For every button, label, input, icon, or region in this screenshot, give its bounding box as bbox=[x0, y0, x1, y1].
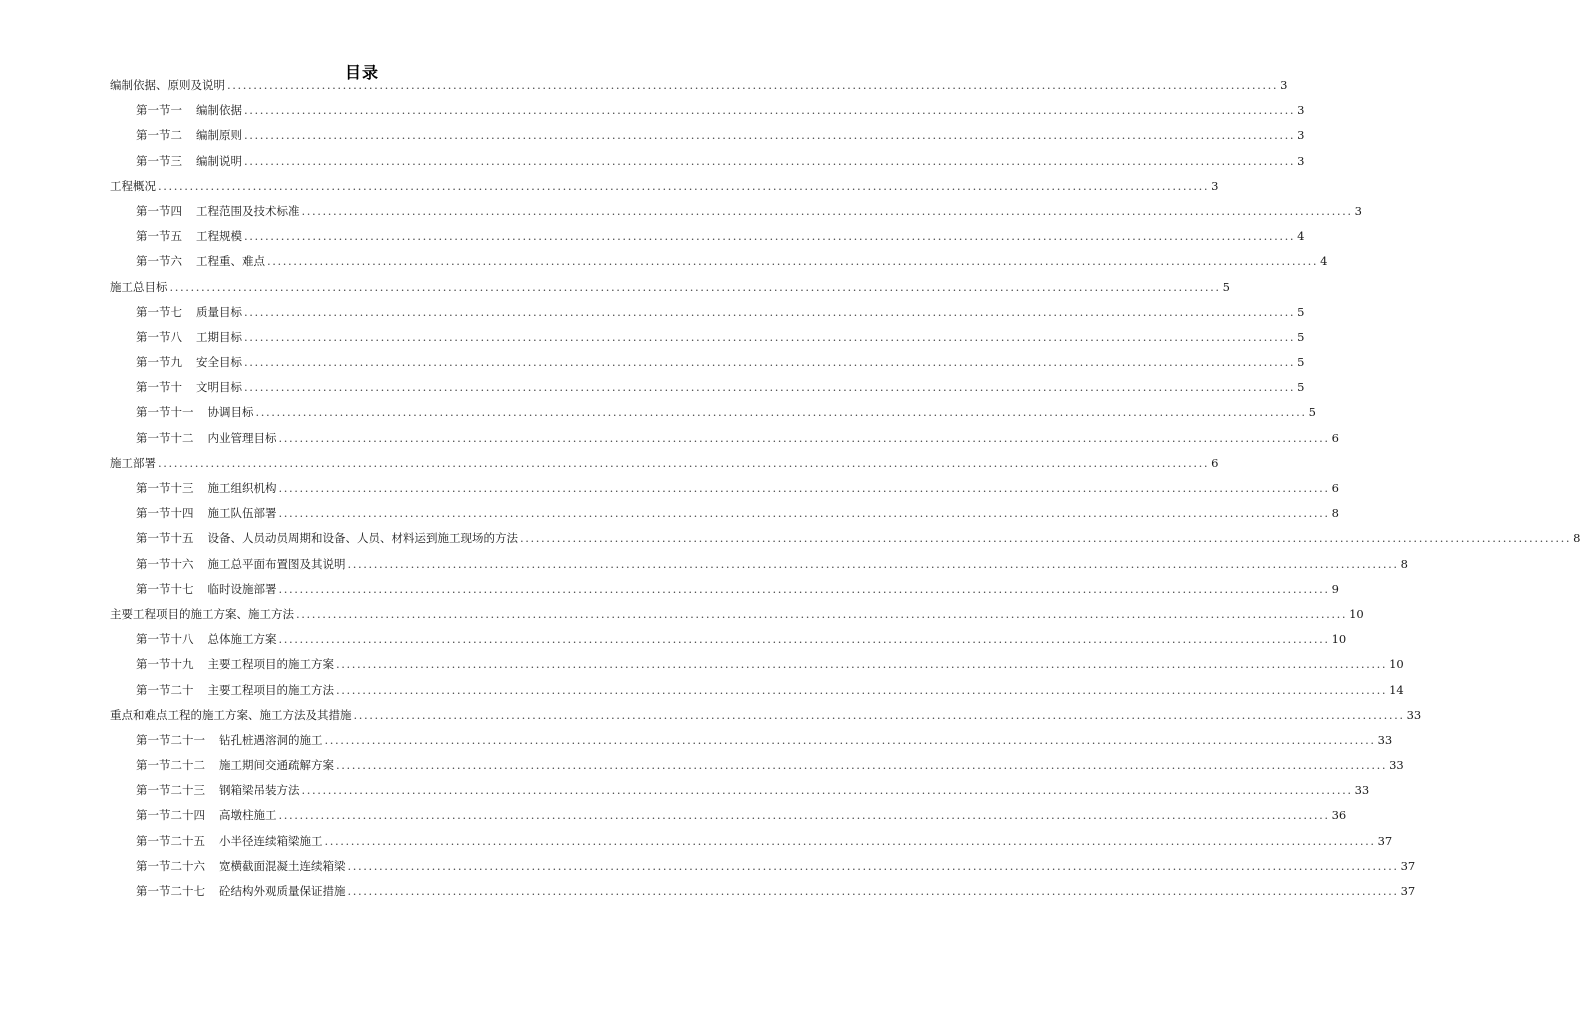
toc-section-number: 第一节十八 bbox=[136, 632, 194, 647]
toc-entry-text: 施工期间交通疏解方案 bbox=[219, 758, 334, 773]
toc-entry-label bbox=[136, 253, 265, 269]
toc-dot-leader: ........................................................................................................................................................................................................ bbox=[255, 405, 1307, 420]
toc-page-number: 4 bbox=[1320, 254, 1328, 269]
toc-section-number: 第一节二十四 bbox=[136, 808, 205, 823]
toc-section-number: 第一节二十三 bbox=[136, 783, 205, 798]
toc-section-number: 第一节十五 bbox=[136, 531, 194, 546]
toc-entry-label bbox=[136, 404, 254, 420]
toc-page-number: 33 bbox=[1389, 758, 1404, 773]
toc-page-number: 10 bbox=[1349, 606, 1364, 621]
toc-section-entry[interactable] bbox=[110, 379, 1305, 404]
toc-section-number: 第一节十二 bbox=[136, 430, 194, 445]
toc-entry-text: 施工组织机构 bbox=[207, 481, 277, 495]
toc-section-entry[interactable] bbox=[110, 757, 1404, 782]
toc-section-entry[interactable] bbox=[110, 883, 1416, 908]
toc-entry-text: 临时设施部署 bbox=[207, 581, 277, 596]
toc-dot-leader: ........................................................................................................................................................................................................ bbox=[169, 279, 1221, 294]
toc-entry-label bbox=[110, 178, 156, 194]
toc-dot-leader: ........................................................................................................................................................................................................ bbox=[278, 581, 1330, 596]
toc-dot-leader: ........................................................................................................................................................................................................ bbox=[278, 808, 1330, 823]
toc-entry-label bbox=[136, 228, 242, 244]
toc-entry-label bbox=[136, 656, 334, 672]
toc-section-entry[interactable] bbox=[110, 127, 1305, 152]
toc-section-entry[interactable] bbox=[110, 858, 1416, 883]
toc-entry-text: 工程重、难点 bbox=[196, 254, 265, 269]
page-title: 目录 bbox=[344, 63, 379, 82]
toc-entry-text: 高墩柱施工 bbox=[219, 808, 277, 823]
toc-dot-leader: ........................................................................................................................................................................................................ bbox=[301, 203, 1353, 218]
toc-entry-label bbox=[136, 782, 300, 798]
toc-page-number: 8 bbox=[1400, 556, 1408, 571]
toc-entry-label bbox=[110, 455, 156, 471]
toc-entry-label bbox=[136, 530, 518, 546]
toc-dot-leader: ........................................................................................................................................................................................................ bbox=[347, 858, 1399, 873]
toc-entry-text: 施工队伍部署 bbox=[207, 506, 277, 521]
toc-chapter-entry[interactable] bbox=[110, 279, 1230, 304]
toc-entry-label bbox=[136, 480, 277, 496]
toc-entry-label bbox=[136, 858, 346, 874]
toc-dot-leader: ........................................................................................................................................................................................................ bbox=[347, 556, 1399, 571]
toc-entry-text: 质量目标 bbox=[196, 304, 242, 319]
toc-section-number: 第一节二十一 bbox=[136, 732, 205, 747]
toc-page-number: 3 bbox=[1280, 78, 1288, 92]
toc-entry-text: 总体施工方案 bbox=[207, 632, 277, 647]
toc-dot-leader: ........................................................................................................................................................................................................ bbox=[244, 229, 1296, 244]
toc-entry-text: 编制依据 bbox=[196, 103, 242, 118]
toc-section-number: 第一节一 bbox=[136, 103, 182, 118]
toc-chapter-entry[interactable] bbox=[110, 606, 1364, 631]
toc-dot-leader: ........................................................................................................................................................................................................ bbox=[353, 707, 1405, 722]
toc-page-number: 33 bbox=[1354, 783, 1370, 798]
toc-section-entry[interactable] bbox=[110, 153, 1305, 178]
toc-page-number: 5 bbox=[1297, 329, 1305, 344]
toc-chapter-entry[interactable] bbox=[110, 455, 1219, 480]
toc-section-number: 第一节二十 bbox=[136, 682, 194, 697]
toc-dot-leader: ........................................................................................................................................................................................................ bbox=[278, 481, 1330, 495]
toc-section-entry[interactable] bbox=[110, 807, 1347, 832]
toc-section-number: 第一节二 bbox=[136, 128, 182, 143]
toc-page-number: 36 bbox=[1331, 808, 1347, 823]
toc-page-number: 9 bbox=[1331, 581, 1339, 596]
toc-dot-leader: ........................................................................................................................................................................................................ bbox=[244, 380, 1296, 395]
toc-entry-label bbox=[136, 833, 323, 849]
toc-section-number: 第一节八 bbox=[136, 329, 182, 344]
toc-dot-leader: ........................................................................................................................................................................................................ bbox=[158, 178, 1210, 193]
toc-section-entry[interactable] bbox=[110, 354, 1305, 379]
toc-section-number: 第一节十一 bbox=[136, 405, 194, 420]
toc-entry-text: 小半径连续箱梁施工 bbox=[219, 833, 323, 848]
toc-page-number: 6 bbox=[1331, 430, 1339, 445]
toc-section-entry[interactable] bbox=[110, 430, 1339, 455]
toc-section-number: 第一节十九 bbox=[136, 657, 194, 672]
toc-page-number: 5 bbox=[1297, 380, 1305, 395]
toc-entry-label bbox=[136, 304, 242, 320]
toc-section-entry[interactable] bbox=[110, 732, 1393, 757]
toc-dot-leader: ........................................................................................................................................................................................................ bbox=[324, 833, 1376, 848]
toc-section-number: 第一节二十二 bbox=[136, 758, 205, 773]
toc-page-number: 6 bbox=[1211, 455, 1219, 470]
toc-section-number: 第一节九 bbox=[136, 355, 182, 370]
toc-section-entry[interactable] bbox=[110, 581, 1339, 606]
toc-page-number: 5 bbox=[1222, 279, 1230, 294]
toc-section-entry[interactable] bbox=[110, 228, 1305, 253]
toc-section-number: 第一节二十五 bbox=[136, 833, 205, 848]
toc-entry-label bbox=[136, 682, 334, 698]
toc-section-number: 第一节十 bbox=[136, 380, 182, 395]
toc-entry-label bbox=[136, 757, 334, 773]
toc-entry-text: 钢箱梁吊装方法 bbox=[219, 783, 300, 798]
toc-page-number: 6 bbox=[1331, 481, 1339, 495]
toc-page-number: 3 bbox=[1297, 103, 1305, 118]
toc-entry-text: 施工总目标 bbox=[110, 279, 168, 294]
toc-page-number: 10 bbox=[1389, 657, 1404, 672]
toc-page-number: 8 bbox=[1573, 531, 1580, 546]
toc-entry-label bbox=[136, 354, 242, 370]
toc-section-entry[interactable] bbox=[110, 682, 1404, 707]
toc-page-number: 3 bbox=[1354, 203, 1362, 218]
toc-entry-label bbox=[136, 505, 277, 521]
toc-entry-text: 主要工程项目的施工方案、施工方法 bbox=[110, 606, 294, 621]
toc-entry-text: 编制原则 bbox=[196, 128, 242, 143]
toc-section-number: 第一节十三 bbox=[136, 481, 194, 495]
toc-section-number: 第一节六 bbox=[136, 254, 182, 269]
toc-section-entry[interactable] bbox=[110, 102, 1305, 127]
toc-entry-text: 编制依据、原则及说明 bbox=[110, 78, 225, 92]
toc-dot-leader: ........................................................................................................................................................................................................ bbox=[301, 783, 1353, 798]
toc-section-number: 第一节十四 bbox=[136, 506, 194, 521]
toc-page-number: 37 bbox=[1400, 884, 1416, 898]
toc-entry-text: 施工总平面布置图及其说明 bbox=[207, 556, 346, 571]
toc-dot-leader: ........................................................................................................................................................................................................ bbox=[244, 153, 1296, 168]
toc-dot-leader: ........................................................................................................................................................................................................ bbox=[296, 606, 1348, 621]
toc-entry-text: 文明目标 bbox=[196, 380, 242, 395]
toc-section-number: 第一节四 bbox=[136, 203, 182, 218]
toc-section-entry[interactable] bbox=[110, 253, 1328, 278]
toc-dot-leader: ........................................................................................................................................................................................................ bbox=[336, 682, 1388, 697]
toc-dot-leader: ........................................................................................................................................................................................................ bbox=[324, 732, 1376, 747]
toc-dot-leader: ........................................................................................................................................................................................................ bbox=[158, 455, 1210, 470]
toc-section-entry[interactable] bbox=[110, 782, 1370, 807]
toc-entry-text: 钻孔桩遇溶洞的施工 bbox=[219, 732, 323, 747]
toc-entry-label bbox=[136, 581, 277, 597]
toc-entry-text: 内业管理目标 bbox=[207, 430, 277, 445]
toc-entry-label bbox=[110, 606, 294, 622]
toc-chapter-entry[interactable] bbox=[110, 707, 1422, 732]
toc-entry-text: 主要工程项目的施工方法 bbox=[207, 682, 334, 697]
toc-dot-leader: ........................................................................................................................................................................................................ bbox=[244, 304, 1296, 319]
toc-section-entry[interactable] bbox=[110, 530, 1580, 555]
toc-dot-leader: ........................................................................................................................................................................................................ bbox=[244, 128, 1296, 143]
toc-entry-label bbox=[110, 707, 352, 723]
toc-dot-leader: ........................................................................................................................................................................................................ bbox=[336, 758, 1388, 773]
toc-page-number: 3 bbox=[1211, 178, 1219, 193]
toc-dot-leader: ........................................................................................................................................................................................................ bbox=[347, 884, 1399, 898]
toc-entry-label bbox=[136, 102, 242, 118]
toc-page-number: 8 bbox=[1331, 506, 1339, 521]
toc-entry-label bbox=[136, 883, 346, 899]
toc-dot-leader: ........................................................................................................................................................................................................ bbox=[227, 78, 1279, 92]
toc-section-entry[interactable] bbox=[110, 203, 1362, 228]
toc-chapter-entry[interactable] bbox=[110, 178, 1219, 203]
toc-page-number: 5 bbox=[1297, 355, 1305, 370]
toc-page-number: 33 bbox=[1406, 707, 1422, 722]
toc-page-number: 4 bbox=[1297, 229, 1305, 244]
toc-entry-text: 重点和难点工程的施工方案、施工方法及其措施 bbox=[110, 707, 352, 722]
toc-section-number: 第一节三 bbox=[136, 153, 182, 168]
toc-chapter-entry[interactable] bbox=[110, 77, 1288, 102]
toc-section-entry[interactable] bbox=[110, 656, 1404, 681]
toc-entry-text: 工程概况 bbox=[110, 178, 156, 193]
toc-page-number: 3 bbox=[1297, 153, 1305, 168]
toc-entry-text: 宽横截面混凝土连续箱梁 bbox=[219, 858, 346, 873]
toc-entry-label bbox=[136, 153, 242, 169]
toc-entry-text: 工程范围及技术标准 bbox=[196, 203, 300, 218]
toc-page-number: 3 bbox=[1297, 128, 1305, 143]
toc-page-number: 14 bbox=[1389, 682, 1404, 697]
toc-section-number: 第一节七 bbox=[136, 304, 182, 319]
toc-page-number: 33 bbox=[1377, 732, 1393, 747]
table-of-contents bbox=[110, 77, 1580, 908]
toc-section-entry[interactable] bbox=[110, 304, 1305, 329]
toc-entry-label bbox=[110, 77, 225, 93]
toc-entry-label bbox=[136, 556, 346, 572]
toc-entry-text: 工程规模 bbox=[196, 229, 242, 244]
toc-section-number: 第一节二十六 bbox=[136, 858, 205, 873]
toc-entry-text: 施工部署 bbox=[110, 455, 156, 470]
toc-dot-leader: ........................................................................................................................................................................................................ bbox=[278, 506, 1330, 521]
toc-section-number: 第一节十七 bbox=[136, 581, 194, 596]
toc-entry-text: 砼结构外观质量保证措施 bbox=[219, 884, 346, 898]
toc-page-number: 5 bbox=[1297, 304, 1305, 319]
toc-entry-text: 设备、人员动员周期和设备、人员、材料运到施工现场的方法 bbox=[207, 531, 518, 546]
toc-dot-leader: ........................................................................................................................................................................................................ bbox=[520, 531, 1572, 546]
toc-entry-text: 协调目标 bbox=[207, 405, 254, 420]
toc-page-number: 5 bbox=[1308, 405, 1316, 420]
toc-entry-text: 安全目标 bbox=[196, 355, 242, 370]
toc-section-number: 第一节二十七 bbox=[136, 884, 205, 898]
toc-entry-text: 主要工程项目的施工方案 bbox=[207, 657, 334, 672]
toc-entry-label bbox=[136, 807, 277, 823]
toc-section-entry[interactable] bbox=[110, 404, 1316, 429]
toc-section-number: 第一节十六 bbox=[136, 556, 194, 571]
toc-dot-leader: ........................................................................................................................................................................................................ bbox=[278, 430, 1330, 445]
toc-entry-label bbox=[136, 329, 242, 345]
toc-dot-leader: ........................................................................................................................................................................................................ bbox=[244, 329, 1296, 344]
toc-dot-leader: ........................................................................................................................................................................................................ bbox=[267, 254, 1319, 269]
toc-dot-leader: ........................................................................................................................................................................................................ bbox=[336, 657, 1388, 672]
toc-dot-leader: ........................................................................................................................................................................................................ bbox=[278, 632, 1330, 647]
toc-section-entry[interactable] bbox=[110, 833, 1393, 858]
toc-entry-label bbox=[136, 430, 277, 446]
toc-entry-label bbox=[136, 127, 242, 143]
toc-entry-text: 编制说明 bbox=[196, 153, 242, 168]
toc-entry-text: 工期目标 bbox=[196, 329, 242, 344]
toc-dot-leader: ........................................................................................................................................................................................................ bbox=[244, 103, 1296, 118]
toc-entry-label bbox=[136, 631, 277, 647]
toc-section-number: 第一节五 bbox=[136, 229, 182, 244]
toc-page-number: 10 bbox=[1331, 632, 1347, 647]
toc-section-entry[interactable] bbox=[110, 329, 1305, 354]
toc-page-number: 37 bbox=[1377, 833, 1393, 848]
toc-section-entry[interactable] bbox=[110, 556, 1408, 581]
toc-entry-label bbox=[110, 279, 168, 295]
toc-section-entry[interactable] bbox=[110, 631, 1347, 656]
toc-entry-label bbox=[136, 203, 300, 219]
toc-entry-label bbox=[136, 732, 323, 748]
toc-section-entry[interactable] bbox=[110, 505, 1339, 530]
toc-dot-leader: ........................................................................................................................................................................................................ bbox=[244, 355, 1296, 370]
toc-entry-label bbox=[136, 379, 242, 395]
toc-page-number: 37 bbox=[1400, 858, 1416, 873]
toc-section-entry[interactable] bbox=[110, 480, 1339, 505]
